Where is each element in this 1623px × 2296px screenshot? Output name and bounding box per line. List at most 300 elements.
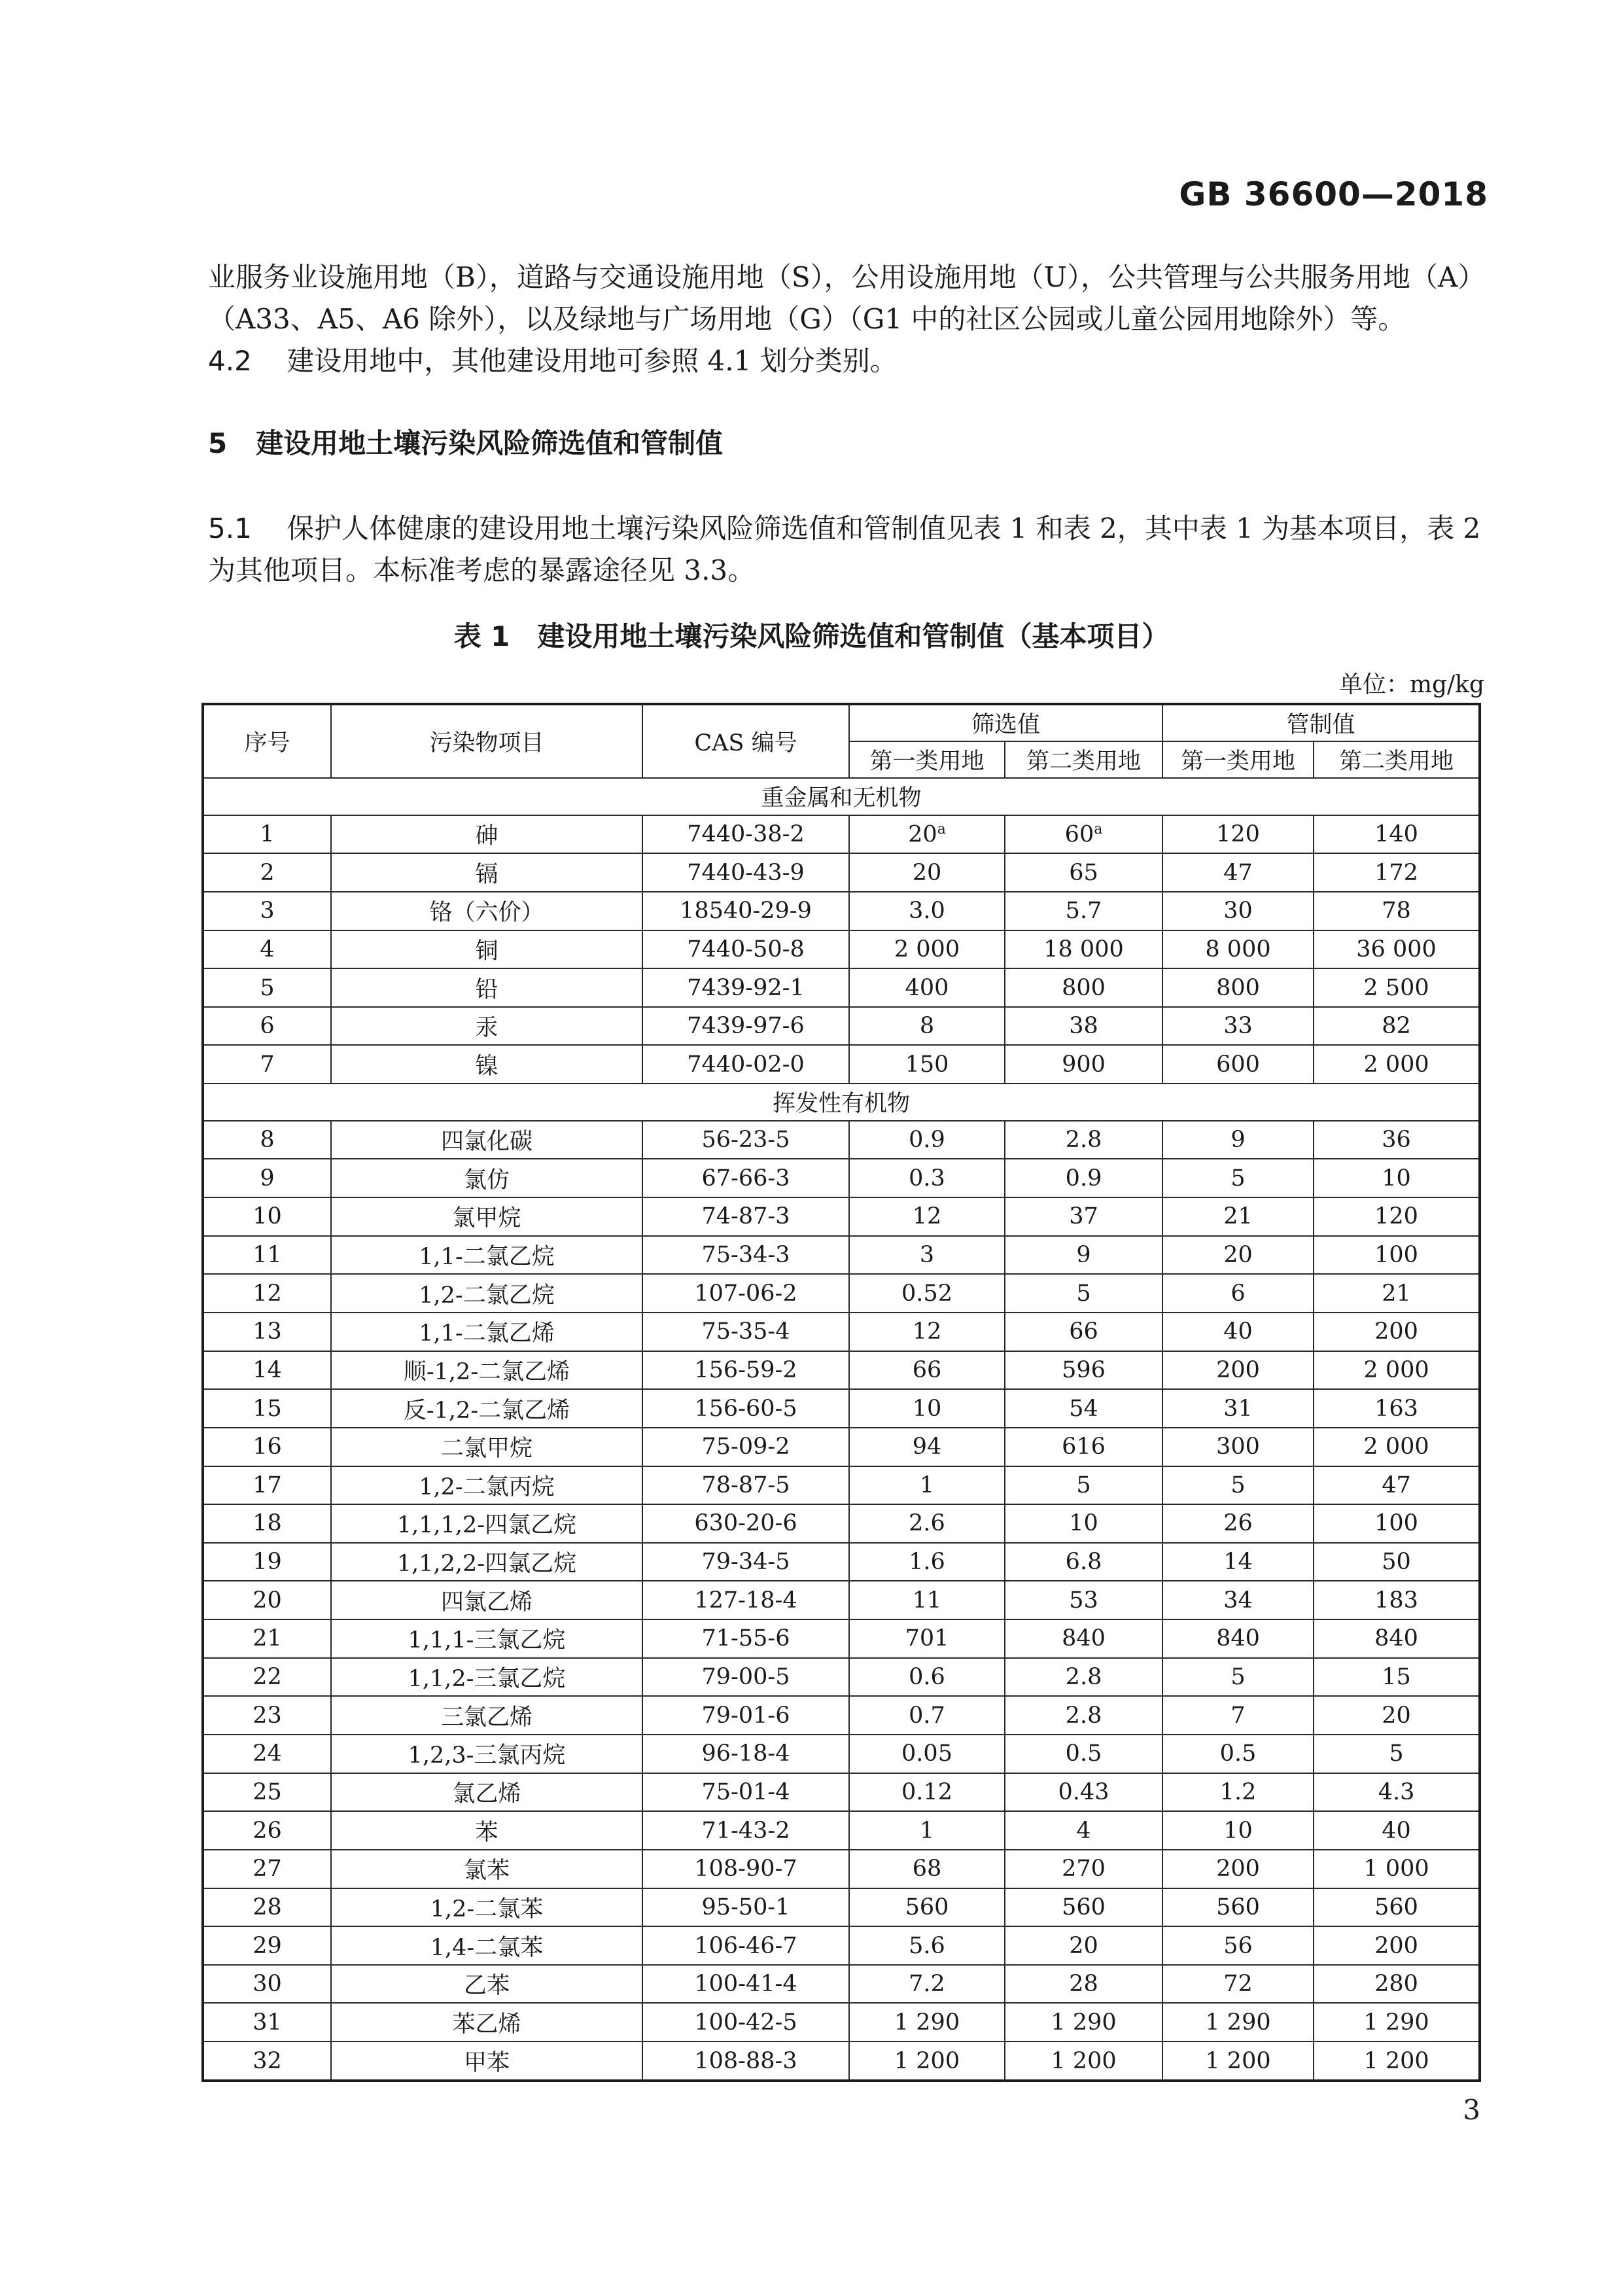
cell-screening-class2 [1005, 815, 1162, 854]
cell-pollutant [331, 1543, 642, 1581]
cell-index [203, 1581, 331, 1619]
cell-cas [642, 1466, 849, 1505]
cell-screening-class2-value: 800 [1062, 974, 1106, 1001]
cell-control-class2 [1314, 1619, 1480, 1658]
cell-screening-class2-value: 5 [1076, 1472, 1091, 1498]
cell-control-class2 [1314, 1466, 1480, 1505]
cell-screening-class2 [1005, 892, 1162, 930]
cell-control-class1 [1162, 1159, 1314, 1197]
cell-control-class1-value: 6 [1230, 1280, 1246, 1307]
cell-screening-class1-value: 0.6 [909, 1664, 945, 1691]
cell-screening-class1 [849, 853, 1005, 892]
cell-pollutant-value: 铬（六价） [429, 900, 544, 927]
table-row [203, 815, 1480, 854]
cell-pollutant-value: 1,1,2-三氯乙烷 [408, 1666, 566, 1693]
cell-index [203, 968, 331, 1007]
cell-cas [642, 1236, 849, 1275]
cell-control-class2-value: 36 [1382, 1127, 1411, 1154]
section-5-number: 5 [208, 427, 228, 459]
cell-control-class2-value: 5 [1389, 1740, 1404, 1767]
cell-pollutant [331, 1581, 642, 1619]
cell-screening-class2-value: 6.8 [1065, 1549, 1102, 1576]
cell-control-class1 [1162, 1619, 1314, 1658]
table-row [203, 1007, 1480, 1046]
cell-cas-value: 71-43-2 [701, 1817, 790, 1844]
cell-pollutant-value: 汞 [475, 1015, 498, 1042]
cell-pollutant-value: 氯仿 [463, 1167, 510, 1193]
cell-screening-class2-value: 1 290 [1051, 2009, 1117, 2036]
cell-index [203, 930, 331, 969]
cell-control-class2-value: 172 [1374, 859, 1418, 886]
table-row [203, 1504, 1480, 1543]
cell-screening-class1-value: 94 [912, 1434, 942, 1460]
cell-control-class1-value: 600 [1216, 1051, 1260, 1078]
cell-control-class1 [1162, 1313, 1314, 1351]
cell-cas [642, 2041, 849, 2081]
table-body [203, 778, 1480, 2081]
cell-screening-class2 [1005, 1197, 1162, 1236]
cell-index-value: 31 [253, 2009, 282, 2036]
table-row [203, 930, 1480, 969]
cell-screening-class2 [1005, 1466, 1162, 1505]
cell-screening-class1 [849, 1619, 1005, 1658]
cell-index [203, 1735, 331, 1773]
cell-control-class1-value: 1 200 [1205, 2047, 1271, 2074]
cell-control-class1-value: 10 [1223, 1817, 1253, 1844]
cell-control-class2-value: 47 [1382, 1472, 1411, 1498]
cell-control-class1-value: 120 [1216, 821, 1260, 847]
cell-screening-class1 [849, 1236, 1005, 1275]
cell-control-class2 [1314, 1850, 1480, 1888]
cell-screening-class2-value: 65 [1069, 859, 1098, 886]
intro-line-2: （A33、A5、A6 除外），以及绿地与广场用地（G）（G1 中的社区公园或儿童公园用地除外）等。 [208, 303, 1406, 335]
cell-control-class2-value: 78 [1382, 898, 1411, 925]
cell-control-class1-value: 7 [1230, 1702, 1246, 1729]
cell-screening-class2-value: 54 [1069, 1395, 1098, 1422]
cell-pollutant [331, 1696, 642, 1735]
clause-4-2 [208, 340, 1486, 382]
cell-screening-class2 [1005, 1773, 1162, 1812]
cell-control-class1-value: 0.5 [1219, 1740, 1257, 1767]
cell-screening-class2-value: 60 [1064, 821, 1094, 848]
cell-control-class2 [1314, 1007, 1480, 1046]
cell-index [203, 1389, 331, 1428]
cell-pollutant-value: 四氯乙烯 [440, 1589, 532, 1616]
cell-control-class1-value: 21 [1223, 1203, 1253, 1230]
cell-screening-class1-value: 1 [919, 1472, 935, 1498]
cell-control-class2 [1314, 1581, 1480, 1619]
cell-index [203, 1696, 331, 1735]
cell-pollutant-value: 苯 [475, 1819, 498, 1846]
cell-control-class2-value: 36 000 [1356, 936, 1437, 963]
cell-index [203, 815, 331, 854]
cell-control-class2 [1314, 1926, 1480, 1965]
cell-index-value: 2 [260, 859, 275, 886]
cell-index [203, 1236, 331, 1275]
cell-pollutant [331, 1811, 642, 1850]
cell-screening-class2 [1005, 853, 1162, 892]
cell-index [203, 1965, 331, 2004]
cell-control-class2 [1314, 1274, 1480, 1313]
cell-control-class2 [1314, 1543, 1480, 1581]
cell-pollutant [331, 930, 642, 969]
cell-cas-value: 108-88-3 [694, 2047, 797, 2074]
table-row [203, 892, 1480, 930]
cell-cas [642, 853, 849, 892]
cell-index [203, 2041, 331, 2081]
cell-control-class1-value: 5 [1230, 1472, 1246, 1498]
cell-pollutant [331, 1658, 642, 1697]
header-pollutant: 污染物项目 [331, 704, 642, 778]
cell-index [203, 2003, 331, 2041]
cell-index [203, 1926, 331, 1965]
header-control: 管制值 [1162, 704, 1480, 741]
section-5-heading [208, 422, 723, 461]
cell-pollutant-value: 乙苯 [463, 1973, 510, 2000]
cell-control-class1-value: 800 [1216, 974, 1260, 1001]
cell-screening-class2-value: 28 [1069, 1971, 1098, 1998]
cell-control-class2-value: 2 500 [1363, 974, 1429, 1001]
cell-screening-class1 [849, 968, 1005, 1007]
cell-control-class1 [1162, 1811, 1314, 1850]
cell-screening-class2-value: 53 [1069, 1587, 1098, 1614]
cell-control-class2-value: 163 [1374, 1395, 1418, 1422]
cell-control-class2 [1314, 1773, 1480, 1812]
cell-index [203, 853, 331, 892]
cell-control-class1 [1162, 1696, 1314, 1735]
cell-cas [642, 2003, 849, 2041]
cell-screening-class2-value: 2.8 [1065, 1127, 1102, 1154]
cell-control-class2-value: 183 [1374, 1587, 1418, 1614]
cell-index-value: 9 [260, 1165, 275, 1192]
cell-cas [642, 1197, 849, 1236]
cell-control-class1 [1162, 2003, 1314, 2041]
cell-cas [642, 1121, 849, 1159]
cell-pollutant-value: 氯甲烷 [452, 1205, 521, 1232]
cell-pollutant-value: 1,1-二氯乙烷 [419, 1243, 555, 1270]
cell-screening-class1-value: 3.0 [909, 898, 945, 925]
cell-control-class1 [1162, 2041, 1314, 2081]
cell-screening-class1 [849, 1197, 1005, 1236]
cell-control-class1-value: 20 [1223, 1241, 1253, 1268]
cell-screening-class1 [849, 1274, 1005, 1313]
table-title: 表 1 建设用地土壤污染风险筛选值和管制值（基本项目） [453, 620, 1170, 652]
cell-pollutant [331, 2003, 642, 2041]
cell-cas [642, 1389, 849, 1428]
cell-pollutant-value: 甲苯 [463, 2049, 510, 2076]
cell-control-class2 [1314, 2041, 1480, 2081]
cell-screening-class1-value: 150 [905, 1051, 949, 1078]
cell-index-value: 26 [253, 1817, 282, 1844]
cell-control-class2 [1314, 1313, 1480, 1351]
cell-screening-class1 [849, 1428, 1005, 1466]
cell-control-class1 [1162, 1888, 1314, 1927]
cell-pollutant [331, 1428, 642, 1466]
cell-screening-class1 [849, 1696, 1005, 1735]
cell-cas-value: 127-18-4 [694, 1587, 797, 1614]
cell-index [203, 1159, 331, 1197]
cell-index-value: 20 [253, 1587, 282, 1614]
cell-cas [642, 1581, 849, 1619]
clause-4-2-number: 4.2 [208, 345, 252, 377]
cell-control-class1 [1162, 1236, 1314, 1275]
cell-cas-value: 56-23-5 [701, 1127, 790, 1154]
cell-index-value: 19 [253, 1549, 282, 1576]
cell-control-class2-value: 4.3 [1378, 1778, 1415, 1805]
cell-index-value: 14 [253, 1356, 282, 1383]
footnote-marker: a [937, 821, 946, 838]
cell-cas [642, 1504, 849, 1543]
cell-screening-class2-value: 9 [1076, 1241, 1091, 1268]
table-row [203, 1543, 1480, 1581]
cell-control-class1-value: 200 [1216, 1856, 1260, 1882]
cell-screening-class1-value: 66 [912, 1356, 942, 1383]
cell-control-class2 [1314, 1236, 1480, 1275]
cell-screening-class1 [849, 1965, 1005, 2004]
cell-cas-value: 67-66-3 [701, 1165, 790, 1192]
section-5-title: 建设用地土壤污染风险筛选值和管制值 [256, 427, 724, 459]
cell-control-class2-value: 1 200 [1363, 2047, 1429, 2074]
cell-index-value: 32 [253, 2047, 282, 2074]
table-row [203, 1965, 1480, 2004]
cell-control-class1-value: 31 [1223, 1395, 1253, 1422]
cell-cas-value: 95-50-1 [701, 1894, 790, 1920]
cell-screening-class1 [849, 2041, 1005, 2081]
cell-screening-class1 [849, 930, 1005, 969]
clause-5-1-number: 5.1 [208, 512, 252, 544]
cell-screening-class2-value: 4 [1076, 1817, 1091, 1844]
cell-screening-class1 [849, 1504, 1005, 1543]
cell-pollutant-value: 氯乙烯 [452, 1780, 521, 1807]
cell-control-class1-value: 560 [1216, 1894, 1260, 1920]
cell-cas [642, 1965, 849, 2004]
cell-screening-class2-value: 2.8 [1065, 1664, 1102, 1691]
cell-cas-value: 18540-29-9 [680, 898, 812, 925]
cell-screening-class1-value: 1 200 [894, 2047, 960, 2074]
cell-screening-class2 [1005, 1735, 1162, 1773]
cell-control-class1 [1162, 1121, 1314, 1159]
cell-control-class1 [1162, 1504, 1314, 1543]
table-row [203, 1428, 1480, 1466]
cell-index [203, 892, 331, 930]
cell-control-class1 [1162, 968, 1314, 1007]
header-screening: 筛选值 [849, 704, 1162, 741]
cell-cas-value: 7440-38-2 [687, 821, 805, 847]
cell-index [203, 1121, 331, 1159]
cell-control-class1-value: 30 [1223, 898, 1253, 925]
cell-screening-class1 [849, 1658, 1005, 1697]
cell-screening-class2 [1005, 1428, 1162, 1466]
cell-screening-class2 [1005, 1926, 1162, 1965]
cell-control-class2-value: 140 [1374, 821, 1418, 847]
cell-screening-class1 [849, 1888, 1005, 1927]
cell-screening-class1-value: 11 [912, 1587, 942, 1614]
cell-screening-class2 [1005, 2003, 1162, 2041]
cell-control-class1-value: 1 290 [1205, 2009, 1271, 2036]
table-section-row [203, 778, 1480, 815]
table-row [203, 2003, 1480, 2041]
table-row [203, 853, 1480, 892]
table-row [203, 1735, 1480, 1773]
cell-screening-class1-value: 0.05 [901, 1740, 952, 1767]
cell-pollutant [331, 1236, 642, 1275]
cell-control-class2 [1314, 1428, 1480, 1466]
cell-pollutant [331, 1504, 642, 1543]
cell-pollutant [331, 1619, 642, 1658]
cell-cas-value: 7440-02-0 [687, 1051, 805, 1078]
cell-screening-class1 [849, 815, 1005, 854]
cell-screening-class2 [1005, 1121, 1162, 1159]
cell-screening-class2-value: 18 000 [1043, 936, 1124, 963]
cell-cas [642, 1351, 849, 1390]
cell-pollutant [331, 1888, 642, 1927]
cell-screening-class1 [849, 1045, 1005, 1084]
cell-pollutant-value: 苯乙烯 [452, 2011, 521, 2038]
cell-control-class1-value: 33 [1223, 1013, 1253, 1040]
cell-screening-class2-value: 20 [1069, 1932, 1098, 1959]
cell-screening-class1 [849, 1351, 1005, 1390]
header-control-class2: 第二类用地 [1314, 741, 1480, 778]
cell-cas-value: 100-41-4 [694, 1971, 797, 1998]
cell-pollutant [331, 1351, 642, 1390]
cell-control-class1 [1162, 1658, 1314, 1697]
table-row [203, 1926, 1480, 1965]
cell-screening-class1-value: 0.52 [901, 1280, 952, 1307]
cell-pollutant-value: 顺-1,2-二氯乙烯 [403, 1358, 570, 1385]
standard-code: GB 36600—2018 [1179, 175, 1488, 213]
table-row [203, 1466, 1480, 1505]
cell-pollutant-value: 1,1,1,2-四氯乙烷 [396, 1512, 577, 1539]
cell-screening-class2-value: 596 [1062, 1356, 1106, 1383]
cell-screening-class2 [1005, 1619, 1162, 1658]
table-row [203, 1236, 1480, 1275]
cell-screening-class1 [849, 1850, 1005, 1888]
cell-index-value: 23 [253, 1702, 282, 1729]
cell-screening-class1-value: 0.3 [909, 1165, 945, 1192]
cell-cas-value: 75-09-2 [701, 1434, 790, 1460]
cell-control-class2-value: 100 [1374, 1510, 1418, 1537]
cell-pollutant-value: 1,4-二氯苯 [430, 1934, 544, 1961]
cell-cas [642, 1850, 849, 1888]
cell-screening-class2 [1005, 1811, 1162, 1850]
cell-pollutant-value: 铜 [475, 938, 498, 964]
cell-cas [642, 1428, 849, 1466]
cell-screening-class2-value: 560 [1062, 1894, 1106, 1920]
cell-cas-value: 75-34-3 [701, 1241, 790, 1268]
cell-control-class1 [1162, 815, 1314, 854]
cell-pollutant [331, 892, 642, 930]
cell-control-class1 [1162, 1274, 1314, 1313]
cell-control-class2-value: 2 000 [1363, 1051, 1429, 1078]
cell-screening-class2 [1005, 1313, 1162, 1351]
cell-screening-class2 [1005, 1007, 1162, 1046]
cell-screening-class2-value: 270 [1062, 1856, 1106, 1882]
table-row [203, 1274, 1480, 1313]
cell-control-class2-value: 15 [1382, 1664, 1411, 1691]
cell-pollutant [331, 853, 642, 892]
cell-cas-value: 100-42-5 [694, 2009, 797, 2036]
cell-screening-class1-value: 1.6 [909, 1549, 945, 1576]
cell-cas [642, 1007, 849, 1046]
cell-pollutant-value: 1,1,1-三氯乙烷 [408, 1627, 566, 1654]
intro-paragraph [208, 256, 1486, 382]
cell-control-class1-value: 5 [1230, 1165, 1246, 1192]
cell-pollutant [331, 1121, 642, 1159]
cell-index [203, 1504, 331, 1543]
cell-cas-value: 71-55-6 [701, 1625, 790, 1652]
cell-screening-class1 [849, 1581, 1005, 1619]
cell-cas-value: 7439-97-6 [687, 1013, 805, 1040]
cell-control-class2 [1314, 1197, 1480, 1236]
cell-screening-class2 [1005, 1581, 1162, 1619]
table-row [203, 1045, 1480, 1084]
cell-cas-value: 75-35-4 [701, 1318, 790, 1345]
cell-control-class1-value: 9 [1230, 1127, 1246, 1154]
table-row [203, 1389, 1480, 1428]
cell-screening-class2-value: 0.9 [1065, 1165, 1102, 1192]
cell-screening-class2-value: 37 [1069, 1203, 1098, 1230]
cell-cas-value: 74-87-3 [701, 1203, 790, 1230]
table-row [203, 1351, 1480, 1390]
cell-control-class2-value: 20 [1382, 1702, 1411, 1729]
cell-control-class2 [1314, 1389, 1480, 1428]
cell-control-class2 [1314, 853, 1480, 892]
cell-control-class1-value: 200 [1216, 1356, 1260, 1383]
cell-pollutant-value: 1,1,2,2-四氯乙烷 [396, 1551, 577, 1578]
cell-cas-value: 75-01-4 [701, 1778, 790, 1805]
cell-index-value: 10 [253, 1203, 282, 1230]
cell-cas [642, 1274, 849, 1313]
cell-index [203, 1466, 331, 1505]
cell-control-class2-value: 120 [1374, 1203, 1418, 1230]
cell-screening-class1-value: 3 [919, 1241, 935, 1268]
cell-screening-class1-value: 10 [912, 1395, 942, 1422]
cell-screening-class1-value: 12 [912, 1318, 942, 1345]
cell-pollutant-value: 1,2-二氯苯 [430, 1896, 544, 1922]
table-row [203, 1696, 1480, 1735]
cell-control-class2 [1314, 968, 1480, 1007]
cell-index-value: 5 [260, 974, 275, 1001]
cell-control-class1-value: 26 [1223, 1510, 1253, 1537]
cell-pollutant-value: 1,1-二氯乙烯 [419, 1320, 555, 1347]
cell-control-class1 [1162, 1850, 1314, 1888]
clause-5-1-text-1: 保护人体健康的建设用地土壤污染风险筛选值和管制值见表 1 和表 2，其中表 1 为基本项目，表 2 [287, 512, 1481, 544]
cell-screening-class1-value: 0.9 [909, 1127, 945, 1154]
cell-screening-class1 [849, 1007, 1005, 1046]
cell-index-value: 13 [253, 1318, 282, 1345]
cell-control-class1 [1162, 892, 1314, 930]
section-title: 重金属和无机物 [203, 778, 1480, 815]
cell-cas-value: 108-90-7 [694, 1856, 797, 1882]
cell-screening-class1-value: 20 [912, 859, 942, 886]
cell-pollutant-value: 四氯化碳 [440, 1129, 532, 1156]
cell-control-class1 [1162, 1197, 1314, 1236]
cell-pollutant [331, 815, 642, 854]
cell-control-class1 [1162, 853, 1314, 892]
cell-pollutant-value: 1,2-二氯乙烷 [419, 1282, 555, 1309]
cell-screening-class2 [1005, 1236, 1162, 1275]
cell-screening-class1-value: 20 [908, 821, 937, 848]
intro-line-1: 业服务业设施用地（B），道路与交通设施用地（S），公用设施用地（U），公共管理与公共服务用地（A） [208, 261, 1486, 293]
cell-control-class2 [1314, 1696, 1480, 1735]
cell-control-class1-value: 1.2 [1219, 1778, 1257, 1805]
cell-pollutant [331, 1965, 642, 2004]
cell-cas [642, 1619, 849, 1658]
cell-screening-class2 [1005, 1850, 1162, 1888]
cell-control-class2-value: 200 [1374, 1932, 1418, 1959]
cell-screening-class2-value: 0.43 [1058, 1778, 1109, 1805]
cell-control-class2-value: 840 [1374, 1625, 1418, 1652]
